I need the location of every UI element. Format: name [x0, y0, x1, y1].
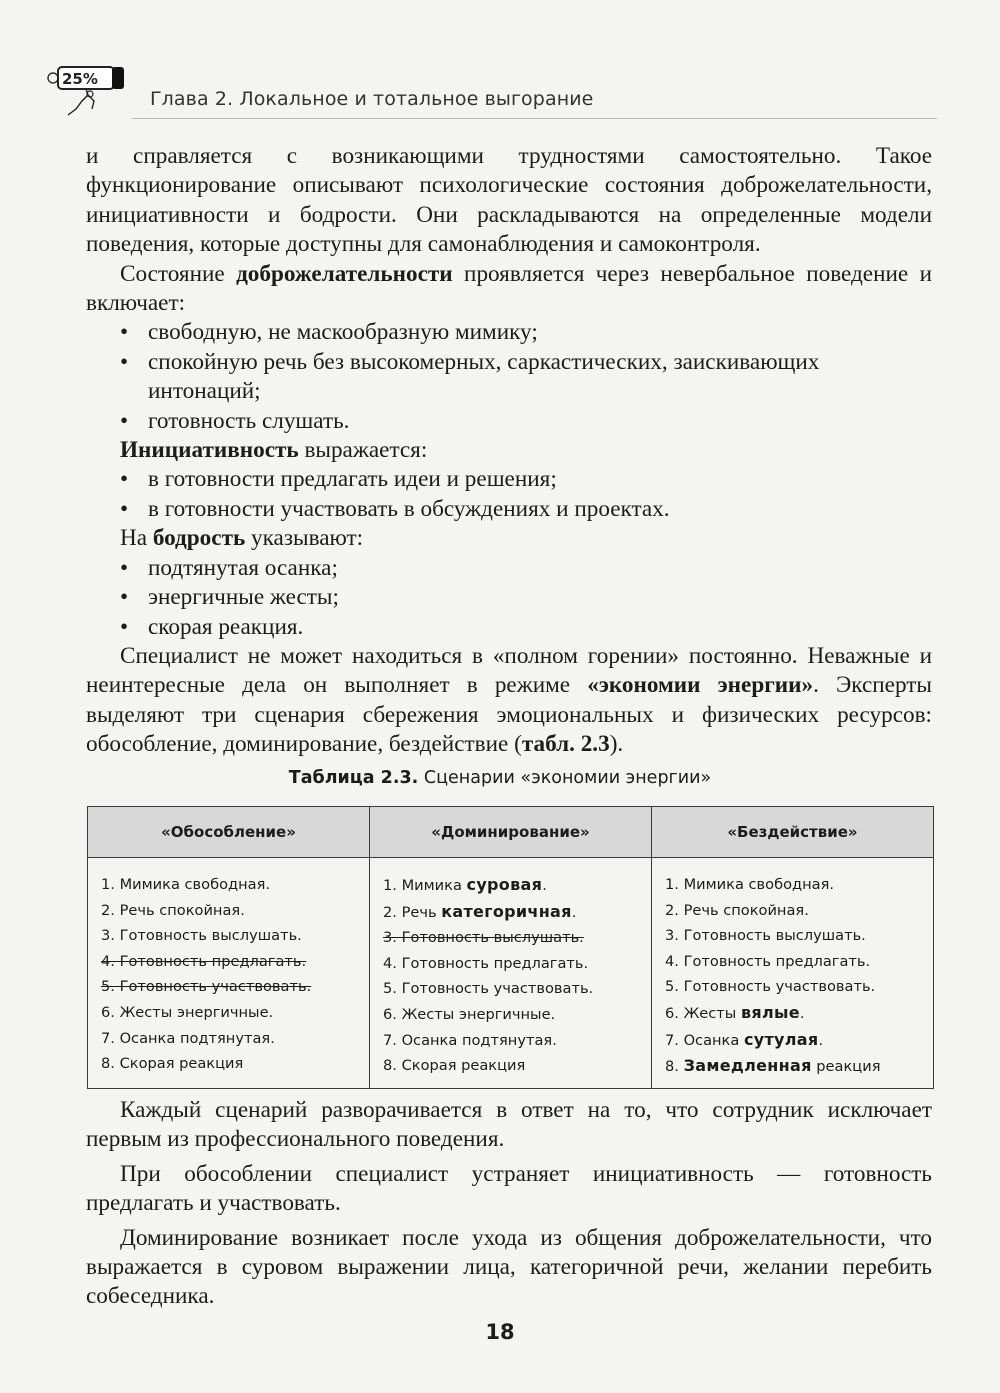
list-item: • в готовности предлагать идеи и решения; [120, 465, 932, 494]
header-divider [132, 118, 937, 119]
battery-badge-text: 25% [62, 70, 98, 88]
table-list-item: 7. Осанка подтянутая. [101, 1029, 275, 1047]
column-header: «Доминирование» [370, 807, 652, 858]
list-item: • в готовности участвовать в обсуждениях и проектах. [120, 495, 932, 524]
list-item: • спокойную речь без высокомерных, саркастических, заискивающих интонаций; [120, 348, 932, 407]
paragraph-2: Состояние доброжелательности проявляется через невербальное поведение и включает: [86, 260, 932, 317]
scenarios-table [87, 806, 934, 1089]
paragraph-5: Специалист не может находиться в «полном горении» постоянно. Неважные и неинтересные дела он выполняет в режиме «экономии энергии». Эксперты выделяют три сценария сбережения эмоциональных и физических ресурсов: обособление, доминирование, бездействие (табл. 2.3). [86, 642, 932, 758]
emphasized-word: категоричная [441, 901, 572, 921]
table-reference: табл. 2.3 [521, 731, 610, 758]
table-cell [652, 858, 934, 1089]
vigor-list [86, 554, 932, 642]
table-list-item: 1. Мимика свободная. [101, 876, 271, 893]
table-list-item: 3. Готовность выслушать. [383, 929, 584, 947]
page-number: 18 [485, 1320, 515, 1344]
table-list-item: 7. Осанка сутулая. [665, 1029, 824, 1049]
table-list-item: 1. Мимика суровая. [383, 875, 547, 894]
paragraph-1: и справляется с возникающими трудностями самостоятельно. Такое функционирование описывают психологические состояния доброжелательности, инициативности и бодрости. Они раскладываются на определенные модели поведения, которые доступны для самонаблюдения и самоконтроля. [86, 143, 932, 258]
table-list-item: 6. Жесты энергичные. [383, 1005, 556, 1023]
table-list-item: 5. Готовность участвовать. [665, 978, 876, 996]
column-header: «Обособление» [88, 807, 370, 858]
paragraph-6: Каждый сценарий разворачивается в ответ на то, что сотрудник исключает первым из профессионального поведения. [86, 1097, 932, 1153]
after-table-text [86, 1096, 932, 1317]
table-list-item: 8. Скорая реакция [101, 1055, 244, 1073]
emphasized-word: вялые [740, 1002, 800, 1022]
paragraph-4: На бодрость указывают: [120, 525, 364, 552]
table-list-item: 7. Осанка подтянутая. [383, 1031, 557, 1049]
table-list-item: 3. Готовность выслушать. [665, 927, 866, 945]
table-cell [370, 858, 652, 1089]
initiative-list [86, 465, 932, 524]
list-item: • скорая реакция. [120, 613, 932, 642]
table-list-item: 2. Речь категоричная. [383, 901, 577, 921]
paragraph-3: Инициативность выражается: [120, 437, 428, 464]
chapter-title: Глава 2. Локальное и тотальное выгорание [150, 88, 594, 110]
term-vigor: бодрость [152, 525, 246, 552]
list-item: • подтянутая осанка; [120, 554, 932, 583]
list-item: • готовность слушать. [120, 407, 932, 436]
table-list-item: 8. Замедленная реакция [665, 1056, 881, 1076]
battery-logo-icon [46, 61, 136, 121]
table-list-item: 6. Жесты вялые. [665, 1002, 805, 1022]
table-list-item: 2. Речь спокойная. [665, 901, 809, 919]
emphasized-word: Замедленная [683, 1056, 812, 1076]
list-item: • энергичные жесты; [120, 583, 932, 612]
term-energy-saving: «экономии энергии» [587, 672, 814, 699]
paragraph-7: При обособлении специалист устраняет инициативность — готовность предлагать и участвовать. [86, 1160, 932, 1217]
list-item: • свободную, не маскообразную мимику; [120, 318, 932, 347]
table-list-item: 5. Готовность участвовать. [383, 980, 594, 998]
paragraph-8: Доминирование возникает после ухода из общения доброжелательности, что выражается в суровом выражении лица, категоричной речи, желании перебить собеседника. [86, 1224, 932, 1310]
table-list-item: 4. Готовность предлагать. [383, 954, 589, 972]
table-list-item: 5. Готовность участвовать. [101, 978, 312, 996]
table-list-item: 6. Жесты энергичные. [101, 1003, 274, 1021]
body-text [86, 142, 932, 760]
table-list-item: 1. Мимика свободная. [665, 876, 835, 893]
table-list-item: 8. Скорая реакция [383, 1057, 526, 1075]
table-list-item: 2. Речь спокойная. [101, 901, 245, 919]
emphasized-word: сутулая [743, 1029, 819, 1049]
table-cell [88, 858, 370, 1089]
table-list-item: 3. Готовность выслушать. [101, 927, 302, 945]
benevolence-list [86, 318, 932, 436]
table-list-item: 4. Готовность предлагать. [665, 952, 871, 970]
emphasized-word: суровая [466, 875, 543, 894]
term-benevolence: доброжелательности [236, 260, 453, 287]
running-header [40, 55, 940, 125]
column-header: «Бездействие» [652, 807, 934, 858]
term-initiative: Инициативность [120, 437, 299, 464]
table-list-item: 4. Готовность предлагать. [101, 952, 307, 970]
table-caption: Таблица 2.3. Сценарии «экономии энергии» [288, 768, 712, 788]
